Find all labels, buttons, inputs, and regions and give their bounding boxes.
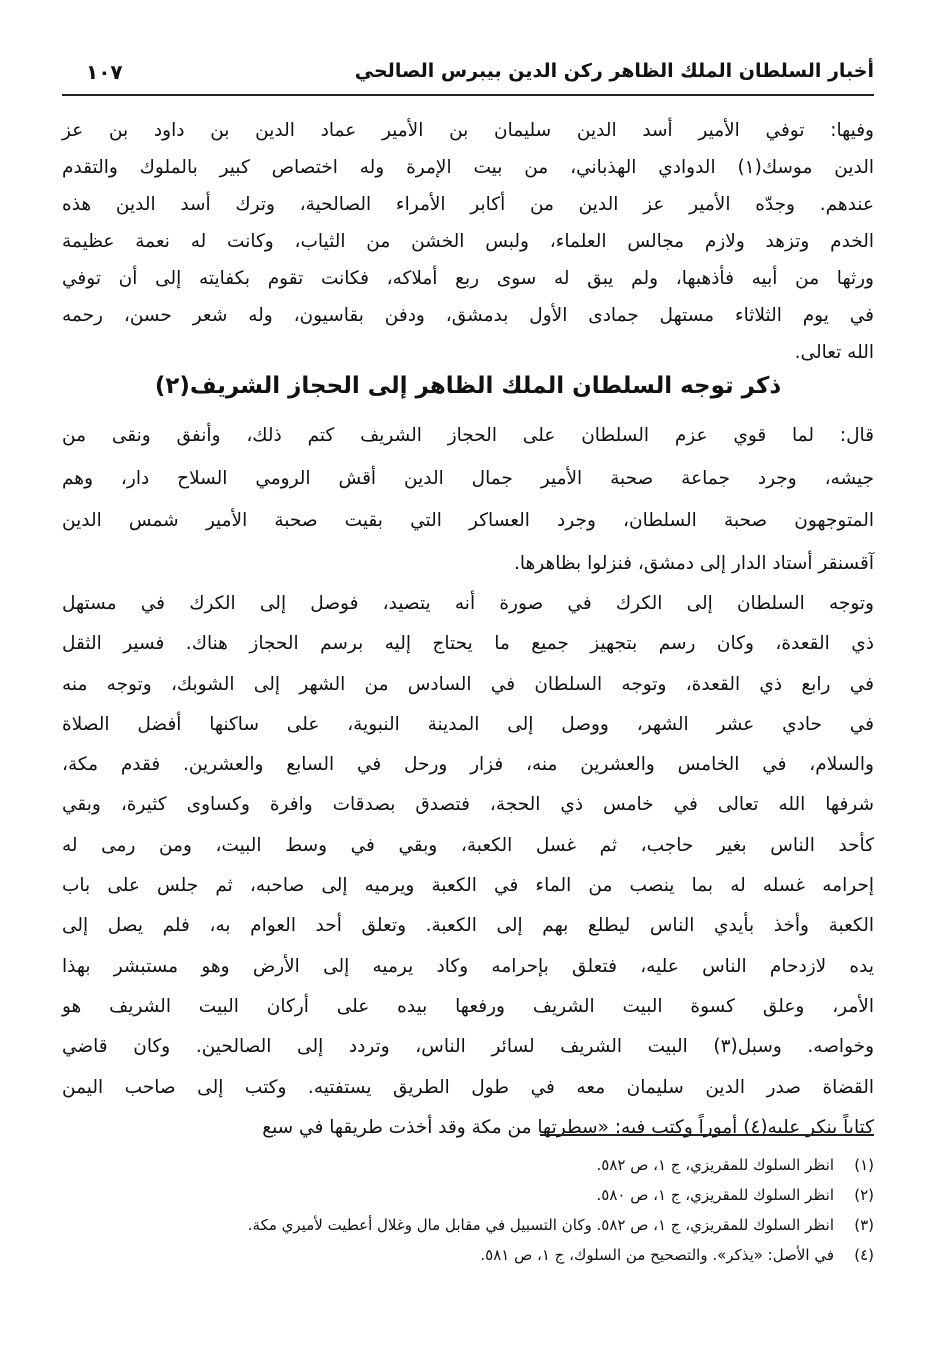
footnote — [62, 1210, 874, 1240]
text-line: المتوجهون صحبة السلطان، وجرد العساكر التي بقيت صحبة الأمير شمس الدين — [62, 510, 874, 531]
footnote-number: (٣) — [854, 1216, 874, 1234]
footnote-number: (١) — [854, 1156, 874, 1174]
footnote-text: في الأصل: «يذكر». والتصحيح من السلوك، ج ١، ص ٥٨١. — [480, 1246, 834, 1264]
running-header — [62, 58, 874, 96]
footnote-text: انظر السلوك للمقريزي، ج ١، ص ٥٨٢. وكان التسبيل في مقابل مال وغلال أعطيت لأميري مكة. — [247, 1216, 834, 1234]
text-line: الكعبة وأخذ بأيدي الناس ليطلع بهم إلى الكعبة. وتعلق أحد العوام به، فلم يصل إلى — [62, 915, 874, 937]
text-line: كتاباً ينكر عليه(٤) أموراً وكتب فيه: «سطرتها من مكة وقد أخذت طريقها في سبع — [262, 1116, 874, 1138]
text-line: في رابع ذي القعدة، وتوجه السلطان في السادس من الشهر إلى الشوبك، وتوجه منه — [62, 673, 874, 695]
text-line: قال: لما قوي عزم السلطان على الحجاز الشريف كتم ذلك، وأنفق ونقى من — [62, 425, 874, 446]
running-title: أخبار السلطان الملك الظاهر ركن الدين بيبرس الصالحي — [354, 60, 874, 82]
text-line: الأمر، وعلق كسوة البيت الشريف ورفعها بيده على أركان البيت الشريف هو — [62, 995, 874, 1017]
text-line: وفيها: توفي الأمير أسد الدين سليمان بن الأمير عماد الدين بن داود بن عز — [62, 120, 874, 141]
footnote — [62, 1240, 874, 1270]
text-line: وخواصه. وسبل(٣) البيت الشريف لسائر الناس، وتردد إلى الصالحين. وكان قاضي — [62, 1036, 874, 1058]
paragraph-3 — [62, 584, 874, 1148]
text-line: في يوم الثلاثاء مستهل جمادى الأول بدمشق، ودفن بقاسيون، وله شعر حسن، رحمه — [62, 305, 874, 326]
paragraph-1 — [62, 112, 874, 371]
section-heading: ذكر توجه السلطان الملك الظاهر إلى الحجاز الشريف(٢) — [154, 373, 782, 399]
paragraph-2 — [62, 415, 874, 585]
text-line: كأحد الناس بغير حاجب، ثم غسل الكعبة، وبقي في وسط البيت، ومن رمى له — [62, 834, 874, 856]
text-line: القضاة صدر الدين سليمان معه في طول الطريق يستفتيه. وكتب إلى صاحب اليمن — [62, 1076, 874, 1098]
text-line: آقسنقر أستاد الدار إلى دمشق، فنزلوا بظاهرها. — [514, 552, 874, 574]
text-line: في حادي عشر الشهر، ووصل إلى المدينة النبوية، على ساكنها أفضل الصلاة — [62, 713, 874, 735]
footnote-number: (٢) — [854, 1186, 874, 1204]
text-line: ورثها من أبيه فأذهبها، ولم يبق له سوى ربع أملاكه، فكانت تقوم بكفايته إلى أن توفي — [62, 268, 874, 289]
text-line: عندهم. وجدّه الأمير عز الدين من أكابر الأمراء الصالحية، وترك أسد الدين هذه — [62, 194, 874, 215]
footnote-text: انظر السلوك للمقريزي، ج ١، ص ٥٨٠. — [596, 1186, 834, 1204]
footnote-text: انظر السلوك للمقريزي، ج ١، ص ٥٨٢. — [596, 1156, 834, 1174]
text-line: ذي القعدة، وكان رسم بتجهيز جميع ما يحتاج إليه برسم الحجاز هناك. فسير الثقل — [62, 633, 874, 655]
footnote — [62, 1180, 874, 1210]
text-line: شرفها الله تعالى في خامس ذي الحجة، فتصدق بصدقات وافرة وكساوى كثيرة، وبقي — [62, 794, 874, 816]
text-line: الدين موسك(١) الدوادي الهذباني، من بيت الإمرة وله اختصاص كبير بالملوك والتقدم — [62, 157, 874, 178]
footnote-divider — [540, 1134, 874, 1136]
text-line: الله تعالى. — [794, 342, 874, 363]
text-line: يده لازدحام الناس عليه، فتعلق بإحرامه وكاد يرميه إلى الأرض وهو مستبشر بهذا — [62, 955, 874, 977]
footnote — [62, 1150, 874, 1180]
text-line: وتوجه السلطان إلى الكرك في صورة أنه يتصيد، فوصل إلى الكرك في مستهل — [62, 593, 874, 614]
text-line: إحرامه غسله له بما ينصب من الماء في الكعبة ويرميه إلى صاحبه، ثم جلس على باب — [62, 875, 874, 897]
text-line: والسلام، في الخامس والعشرين منه، فزار ورحل في السابع والعشرين. فقدم مكة، — [62, 754, 874, 776]
footnote-number: (٤) — [854, 1246, 874, 1264]
text-line: الخدم وتزهد ولازم مجالس العلماء، ولبس الخشن من الثياب، وكانت له نعمة عظيمة — [62, 231, 874, 252]
footnotes — [62, 1150, 874, 1270]
page-number: ١٠٧ — [86, 60, 123, 84]
text-line: جيشه، وجرد جماعة صحبة الأمير جمال الدين أقش الرومي السلاح دار، وهم — [62, 467, 874, 489]
